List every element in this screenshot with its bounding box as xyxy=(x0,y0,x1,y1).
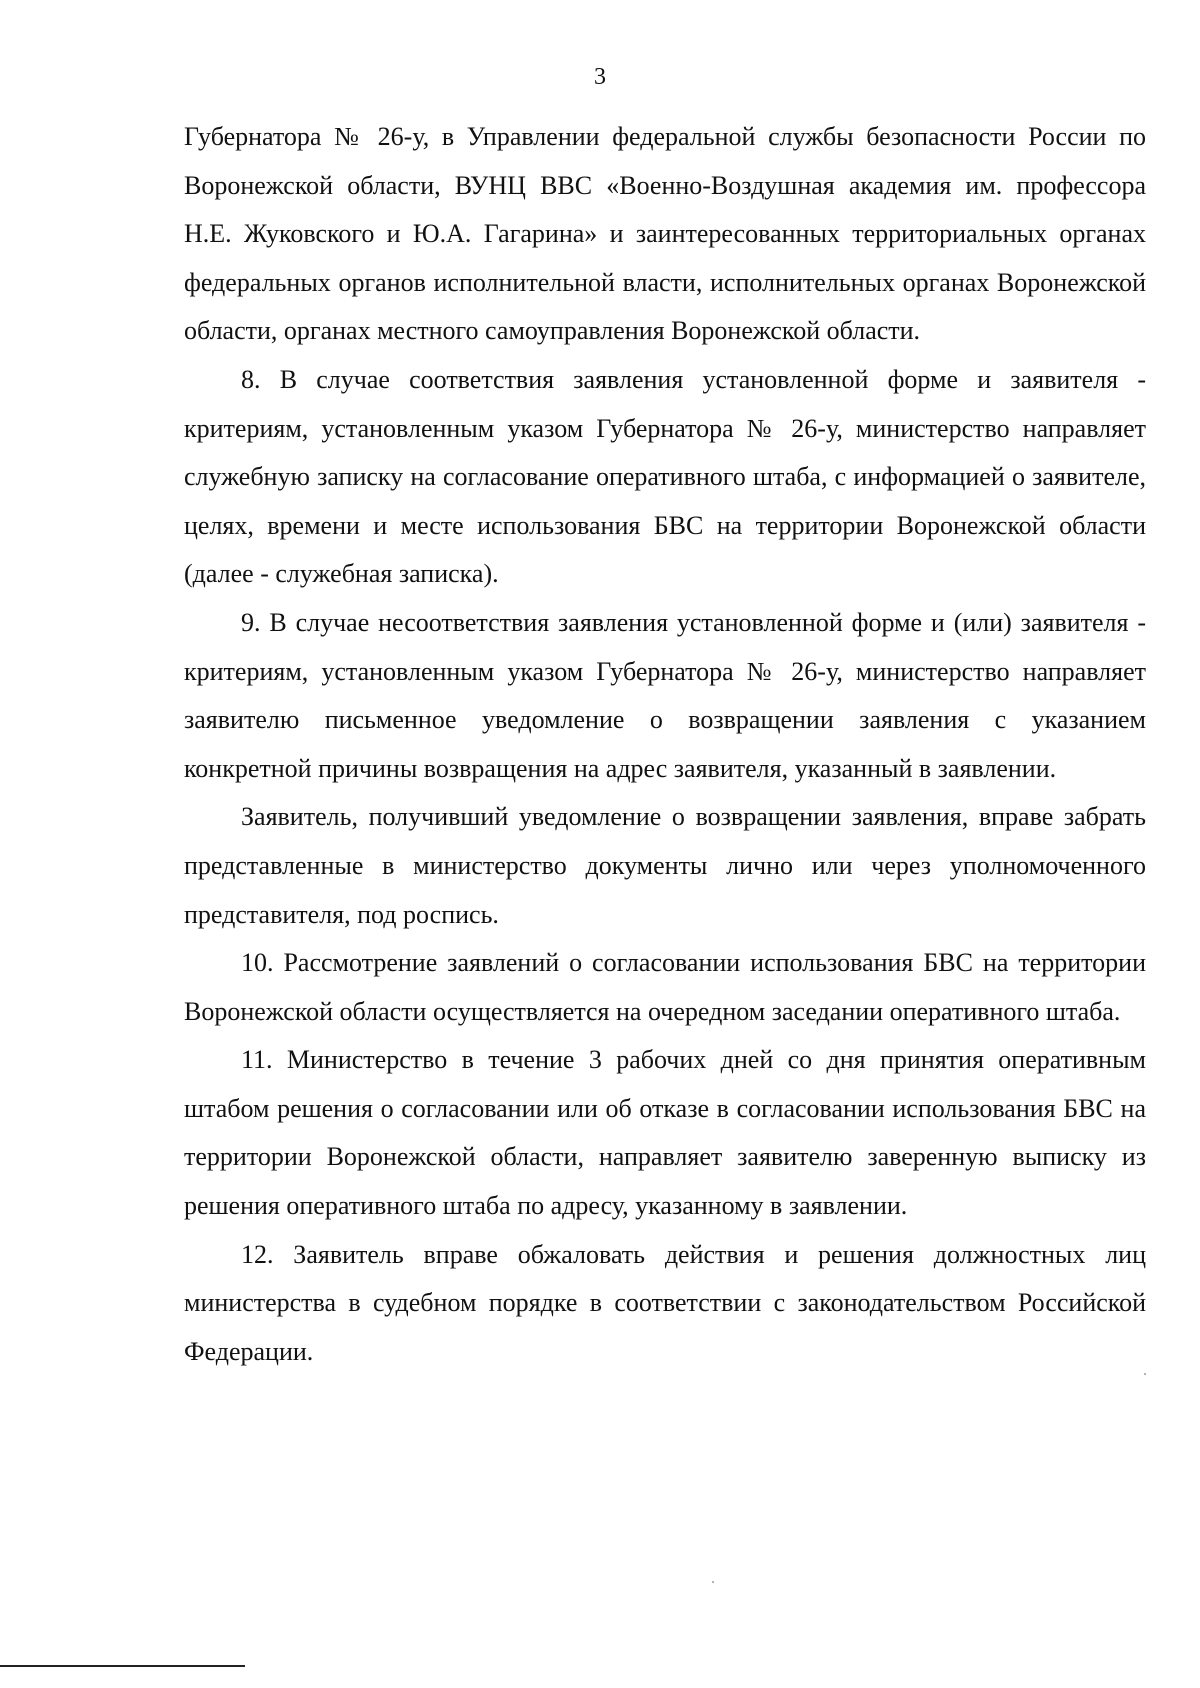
paragraph-item-11: 11. Министерство в течение 3 рабочих дней со дня принятия оперативным штабом решения о согласовании или об отказе в согласовании использования БВС на территории Воронежской области, направляет заявителю заверенную выписку из решения оперативного штаба по адресу, указанному в заявлении. xyxy=(184,1045,1146,1221)
footer-rule xyxy=(0,1665,245,1667)
page-number: 3 xyxy=(594,64,606,90)
paragraph-item-9: 9. В случае несоответствия заявления установленной форме и (или) заявителя - критериям, установленным указом Губернатора № 26-у, министерство направляет заявителю письменное уведомление о возвращении заявления с указанием конкретной причины возвращения на адрес заявителя, указанный в заявлении. xyxy=(184,607,1146,783)
paragraph-item-10: 10. Рассмотрение заявлений о согласовании использования БВС на территории Воронежской области осуществляется на очередном заседании оперативного штаба. xyxy=(184,948,1146,1026)
scan-speck xyxy=(1144,1373,1146,1375)
document-body xyxy=(184,113,1146,1376)
paragraph-item-12: 12. Заявитель вправе обжаловать действия и решения должностных лиц министерства в судебном порядке в соответствии с законодательством Российской Федерации. xyxy=(184,1239,1146,1366)
scan-speck xyxy=(712,1581,714,1583)
paragraph-item-8: 8. В случае соответствия заявления установленной форме и заявителя - критериям, установленным указом Губернатора № 26-у, министерство направляет служебную записку на согласование оперативного штаба, с информацией о заявителе, целях, времени и месте использования БВС на территории Воронежской области (далее - служебная записка). xyxy=(184,364,1146,589)
paragraph-continuation: Губернатора № 26-у, в Управлении федеральной службы безопасности России по Воронежской области, ВУНЦ ВВС «Военно-Воздушная академия им. профессора Н.Е. Жуковского и Ю.А. Гагарина» и заинтересованных территориальных органах федеральных органов исполнительной власти, исполнительных органах Воронежской области, органах местного самоуправления Воронежской области. xyxy=(184,122,1146,346)
paragraph-applicant-rights: Заявитель, получивший уведомление о возвращении заявления, вправе забрать представленные в министерство документы лично или через уполномоченного представителя, под роспись. xyxy=(184,802,1146,929)
